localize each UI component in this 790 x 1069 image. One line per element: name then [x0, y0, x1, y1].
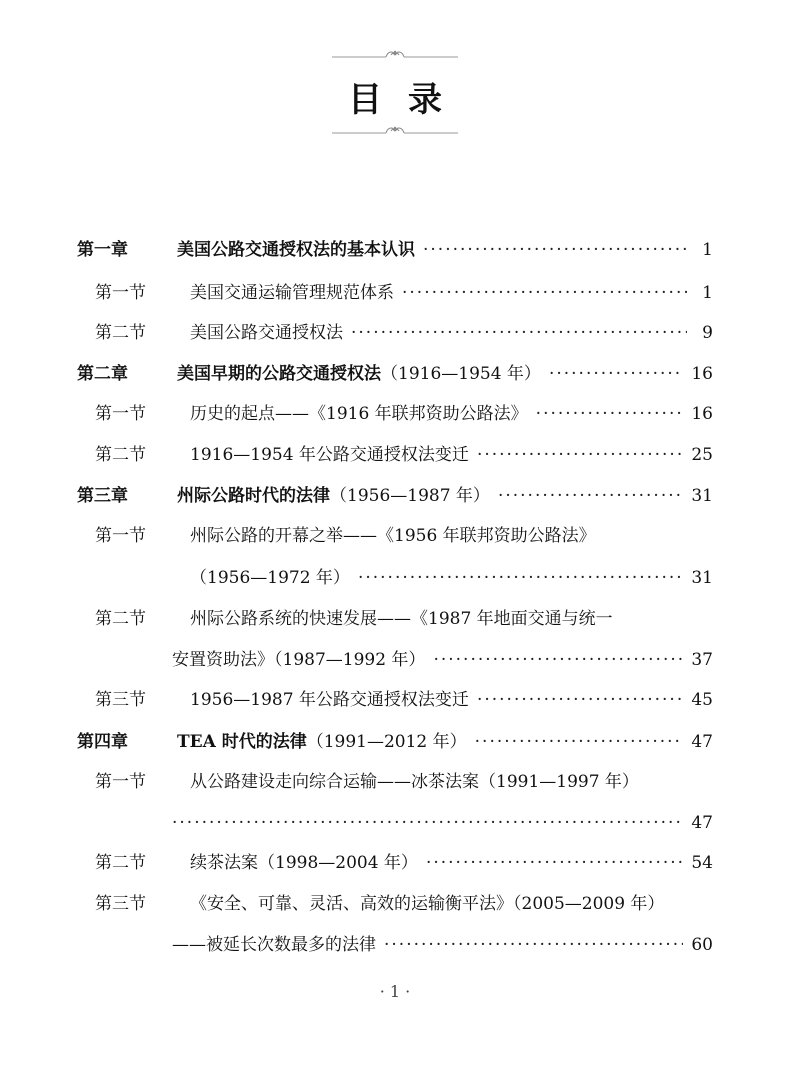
- page-number: 31: [691, 486, 713, 506]
- section-title: 1956—1987 年公路交通授权法变迁: [190, 690, 469, 710]
- section-title: 续茶法案（1998—2004 年）: [190, 853, 418, 873]
- page-number: 31: [691, 568, 713, 588]
- section-title-continuation: （1956—1972 年）: [190, 568, 350, 588]
- dot-leader: [475, 727, 684, 757]
- toc-chapter-3[interactable]: [77, 481, 713, 511]
- page-title: 目录: [348, 80, 468, 120]
- section-title: 美国公路交通授权法: [190, 323, 343, 343]
- ornament-divider-bottom: [330, 124, 460, 136]
- toc-section-3-1[interactable]: [95, 521, 713, 551]
- chapter-title: TEA 时代的法律: [177, 732, 307, 752]
- toc-section-3-3[interactable]: [95, 685, 713, 715]
- toc-section-4-3[interactable]: [95, 889, 713, 919]
- toc-chapter-4[interactable]: [77, 727, 713, 757]
- toc-section-3-1-cont[interactable]: [190, 563, 713, 593]
- chapter-number: 第一章: [77, 240, 128, 260]
- chapter-years: （1956—1987 年）: [330, 486, 490, 506]
- page-number: 47: [691, 732, 713, 752]
- dot-leader: [351, 318, 687, 348]
- section-number: 第一节: [95, 772, 146, 792]
- ornament-divider-top: [330, 48, 460, 60]
- section-number: 第三节: [95, 894, 146, 914]
- chapter-title: 美国早期的公路交通授权法: [177, 364, 381, 384]
- page-number: 60: [691, 935, 713, 955]
- chapter-title: 美国公路交通授权法的基本认识: [177, 240, 415, 260]
- toc-section-1-2[interactable]: [95, 318, 713, 348]
- page-number: 47: [691, 813, 713, 833]
- toc-section-1-1[interactable]: [95, 278, 713, 308]
- chapter-number: 第二章: [77, 364, 128, 384]
- toc-section-4-2[interactable]: [95, 848, 713, 878]
- chapter-number: 第三章: [77, 486, 128, 506]
- page-folio: · 1 ·: [379, 982, 411, 1001]
- section-number: 第二节: [95, 853, 146, 873]
- chapter-title: 州际公路时代的法律: [177, 486, 330, 506]
- dot-leader: [549, 359, 683, 389]
- section-title: 州际公路的开幕之举——《1956 年联邦资助公路法》: [190, 526, 596, 546]
- toc-chapter-2[interactable]: [77, 359, 713, 389]
- section-number: 第一节: [95, 526, 146, 546]
- section-title: 州际公路系统的快速发展——《1987 年地面交通与统一: [190, 609, 613, 629]
- toc-section-3-2[interactable]: [95, 604, 713, 634]
- dot-leader: [536, 399, 684, 429]
- section-title-continuation: 安置资助法》（1987—1992 年）: [172, 650, 426, 670]
- dot-leader: [477, 685, 683, 715]
- section-title: 《安全、可靠、灵活、高效的运输衡平法》（2005—2009 年）: [190, 894, 665, 914]
- page-number: 1: [702, 240, 713, 260]
- page-number: 16: [691, 404, 713, 424]
- page-number: 54: [691, 853, 713, 873]
- dot-leader: [477, 440, 683, 470]
- chapter-years: （1916—1954 年）: [381, 364, 541, 384]
- toc-chapter-1[interactable]: [77, 235, 713, 265]
- toc-section-4-1-cont[interactable]: [172, 808, 713, 838]
- section-number: 第二节: [95, 323, 146, 343]
- section-title: 从公路建设走向综合运输——冰茶法案（1991—1997 年）: [190, 772, 639, 792]
- section-title-continuation: ——被延长次数最多的法律: [172, 935, 376, 955]
- page-number: 25: [691, 445, 713, 465]
- page-number: 9: [702, 323, 713, 343]
- section-title: 美国交通运输管理规范体系: [190, 283, 394, 303]
- dot-leader: [433, 645, 683, 675]
- section-number: 第三节: [95, 690, 146, 710]
- section-number: 第二节: [95, 445, 146, 465]
- page-number: 37: [691, 650, 713, 670]
- dot-leader: [402, 278, 687, 308]
- section-number: 第一节: [95, 404, 146, 424]
- ornament-flourish-icon: [330, 124, 460, 136]
- dot-leader: [498, 481, 683, 511]
- toc-section-3-2-cont[interactable]: [172, 645, 713, 675]
- section-title: 历史的起点——《1916 年联邦资助公路法》: [190, 404, 528, 424]
- toc-section-2-2[interactable]: [95, 440, 713, 470]
- toc-section-4-1[interactable]: [95, 767, 713, 797]
- chapter-years: （1991—2012 年）: [306, 732, 467, 752]
- page-number: 45: [691, 690, 713, 710]
- section-number: 第二节: [95, 609, 146, 629]
- page-number: 1: [702, 283, 713, 303]
- ornament-flourish-icon: [330, 48, 460, 60]
- section-title: 1916—1954 年公路交通授权法变迁: [190, 445, 469, 465]
- dot-leader: [426, 848, 683, 878]
- toc-section-2-1[interactable]: [95, 399, 713, 429]
- dot-leader: [384, 930, 683, 960]
- section-number: 第一节: [95, 283, 146, 303]
- dot-leader: [172, 808, 683, 838]
- toc-section-4-3-cont[interactable]: [172, 930, 713, 960]
- dot-leader: [358, 563, 683, 593]
- dot-leader: [423, 235, 687, 265]
- page-number: 16: [691, 364, 713, 384]
- chapter-number: 第四章: [77, 732, 128, 752]
